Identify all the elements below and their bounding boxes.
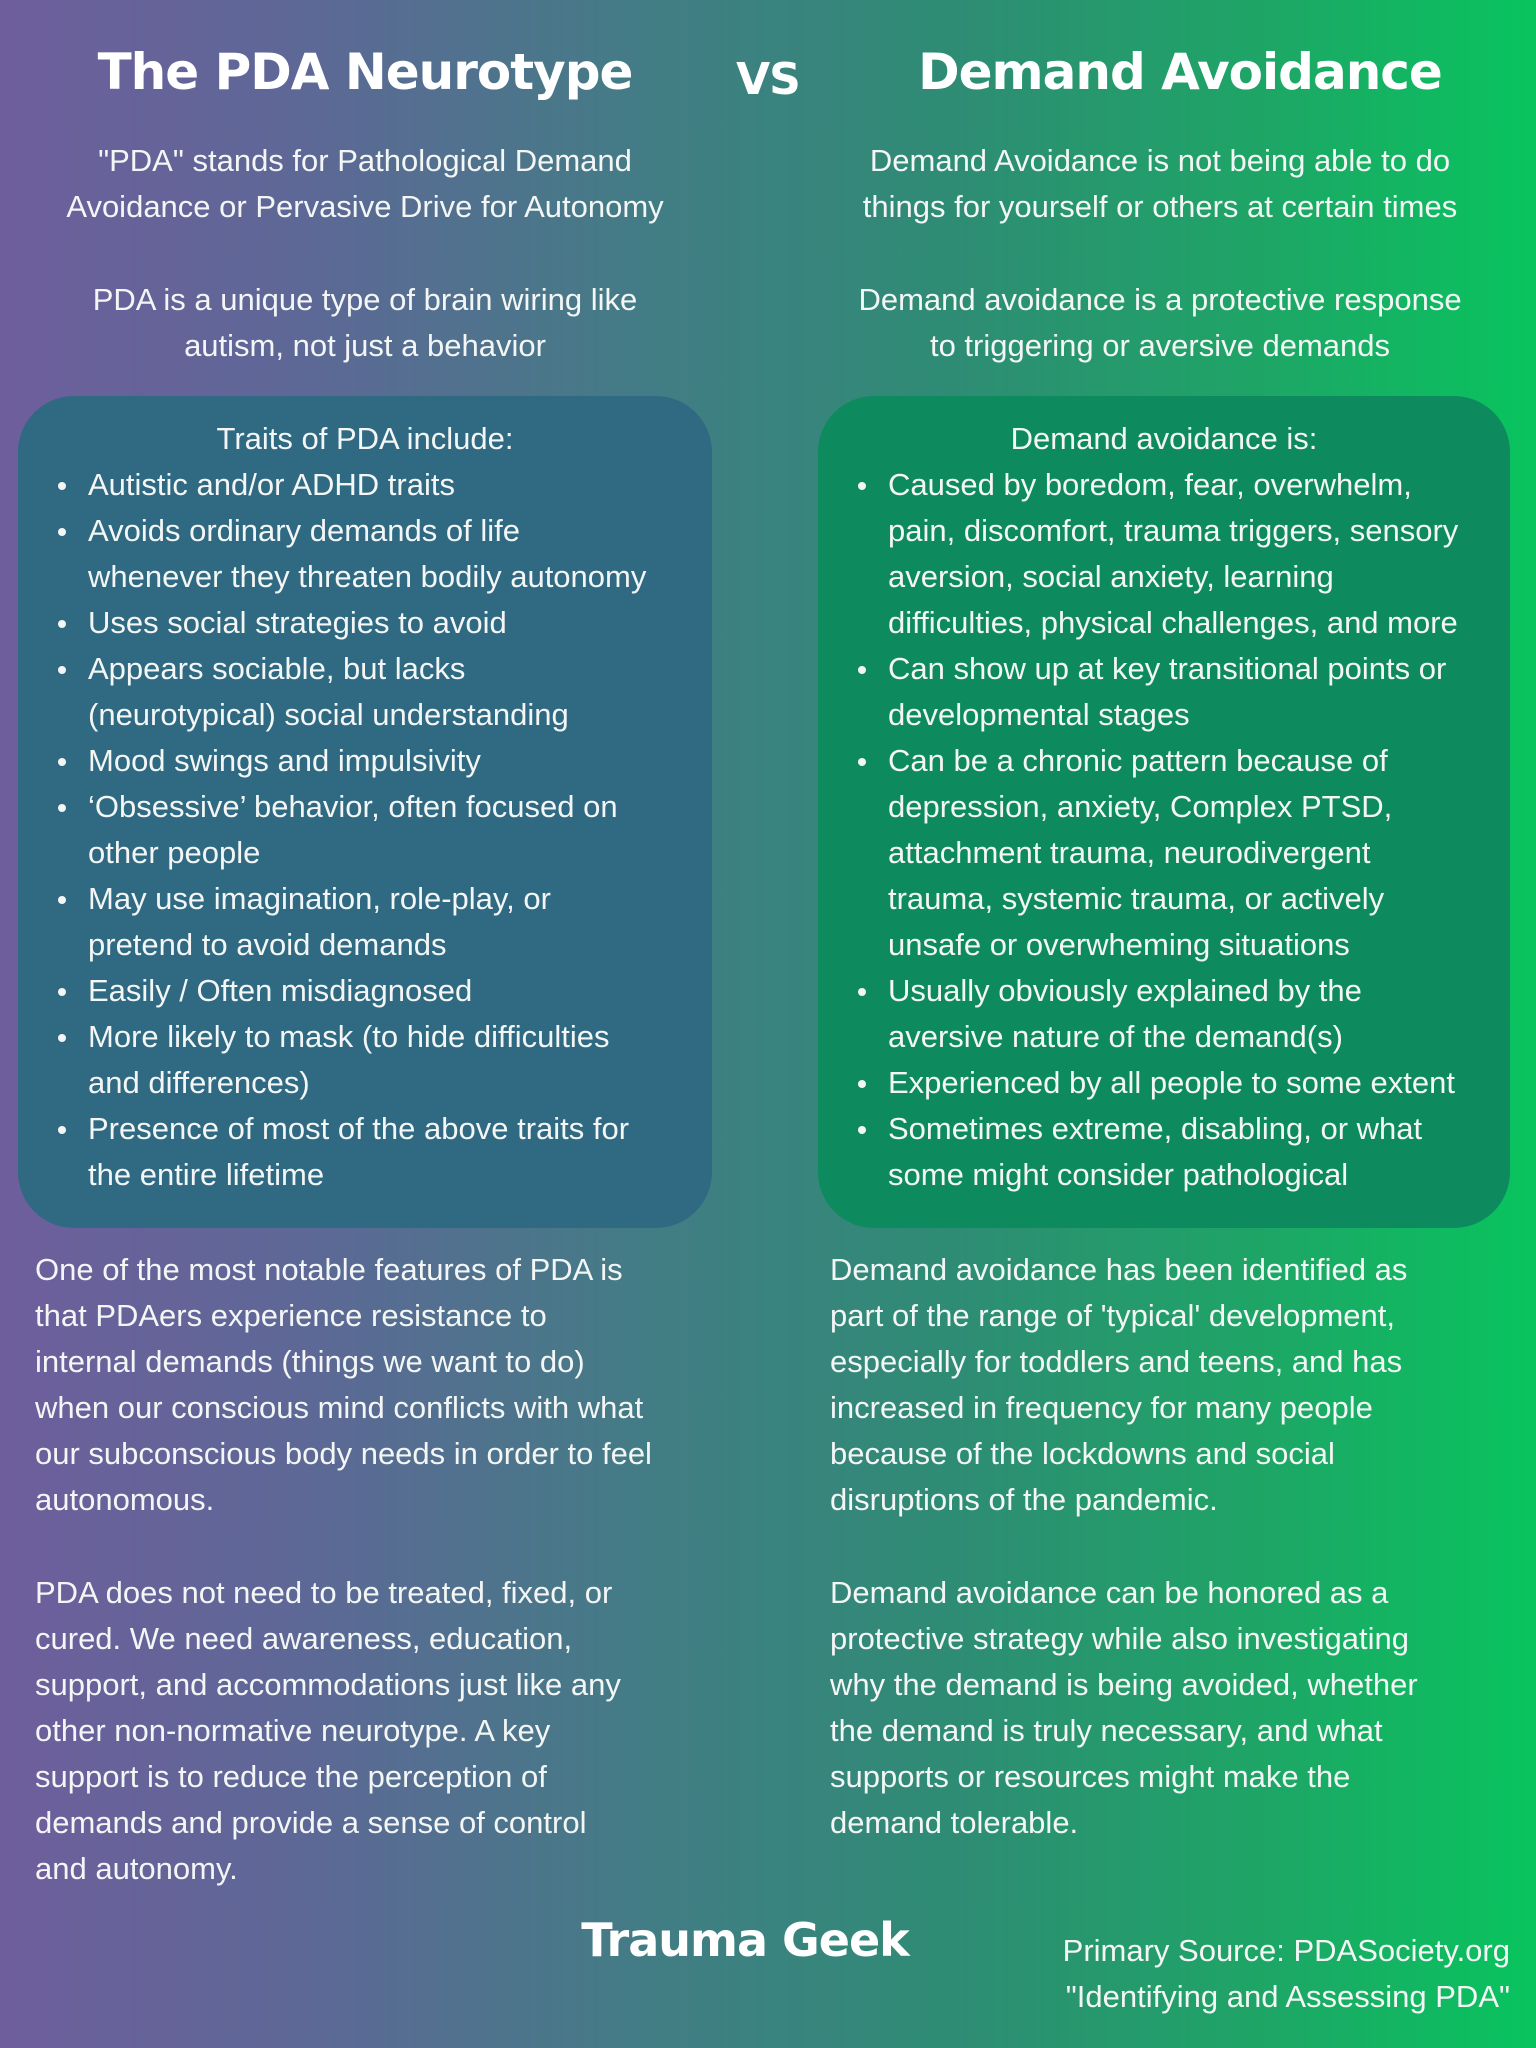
list-item bbox=[40, 462, 690, 508]
text-line: and differences) bbox=[88, 1065, 310, 1100]
text-line: Mood swings and impulsivity bbox=[88, 743, 481, 778]
text-line: Usually obviously explained by the bbox=[888, 973, 1362, 1008]
list-item bbox=[840, 1106, 1488, 1198]
list-item bbox=[40, 968, 690, 1014]
text-line: autism, not just a behavior bbox=[184, 328, 546, 363]
brand-logo-text: Trauma Geek bbox=[581, 1913, 909, 1967]
text-line: Autistic and/or ADHD traits bbox=[88, 467, 455, 502]
text-line: especially for toddlers and teens, and has bbox=[830, 1344, 1403, 1379]
list-item bbox=[840, 646, 1488, 738]
text-line: whenever they threaten bodily autonomy bbox=[88, 559, 647, 594]
list-item bbox=[40, 1014, 690, 1106]
list-item bbox=[40, 784, 690, 876]
text-line: One of the most notable features of PDA is bbox=[35, 1252, 623, 1287]
text-line: PDA does not need to be treated, fixed, or bbox=[35, 1575, 613, 1610]
text-line: Demand avoidance has been identified as bbox=[830, 1252, 1408, 1287]
list-item bbox=[40, 600, 690, 646]
text-line: difficulties, physical challenges, and more bbox=[888, 605, 1458, 640]
left-title: The PDA Neurotype bbox=[97, 43, 633, 101]
text-line: pretend to avoid demands bbox=[88, 927, 447, 962]
left-intro-definition bbox=[20, 138, 710, 230]
text-line: some might consider pathological bbox=[888, 1157, 1349, 1192]
text-line: attachment trauma, neurodivergent bbox=[888, 835, 1371, 870]
text-line: depression, anxiety, Complex PTSD, bbox=[888, 789, 1393, 824]
text-line: why the demand is being avoided, whether bbox=[830, 1667, 1418, 1702]
text-line: Easily / Often misdiagnosed bbox=[88, 973, 473, 1008]
text-line: the entire lifetime bbox=[88, 1157, 325, 1192]
list-item bbox=[40, 876, 690, 968]
text-line: Presence of most of the above traits for bbox=[88, 1111, 630, 1146]
text-line: Caused by boredom, fear, overwhelm, bbox=[888, 467, 1412, 502]
text-line: "PDA" stands for Pathological Demand bbox=[98, 143, 632, 178]
text-line: Avoidance or Pervasive Drive for Autonomy bbox=[66, 189, 664, 224]
source-title: "Identifying and Assessing PDA" bbox=[1065, 1979, 1510, 2014]
text-line: Experienced by all people to some extent bbox=[888, 1065, 1455, 1100]
text-line: when our conscious mind conflicts with what bbox=[35, 1390, 644, 1425]
text-line: Can show up at key transitional points or bbox=[888, 651, 1447, 686]
text-line: Avoids ordinary demands of life bbox=[88, 513, 520, 548]
text-line: other non-normative neurotype. A key bbox=[35, 1713, 551, 1748]
text-line: autonomous. bbox=[35, 1482, 215, 1517]
demand-avoidance-honored-paragraph bbox=[830, 1570, 1418, 1846]
vs-label: VS bbox=[736, 54, 800, 105]
text-line: Demand avoidance can be honored as a bbox=[830, 1575, 1389, 1610]
text-line: pain, discomfort, trauma triggers, sensory bbox=[888, 513, 1459, 548]
demand-avoidance-development-paragraph bbox=[830, 1247, 1407, 1523]
text-line: because of the lockdowns and social bbox=[830, 1436, 1335, 1471]
text-line: unsafe or overwheming situations bbox=[888, 927, 1350, 962]
text-line: demands and provide a sense of control bbox=[35, 1805, 587, 1840]
text-line: the demand is truly necessary, and what bbox=[830, 1713, 1383, 1748]
right-intro-protective bbox=[810, 277, 1510, 369]
list-item bbox=[40, 508, 690, 600]
text-line: protective strategy while also investigating bbox=[830, 1621, 1409, 1656]
text-line: Demand avoidance is a protective response bbox=[858, 282, 1462, 317]
left-intro-wiring bbox=[20, 277, 710, 369]
text-line: (neurotypical) social understanding bbox=[88, 697, 569, 732]
text-line: ‘Obsessive’ behavior, often focused on bbox=[88, 789, 618, 824]
list-item bbox=[840, 738, 1488, 968]
text-line: Demand Avoidance is not being able to do bbox=[869, 143, 1451, 178]
demand-avoidance-list bbox=[840, 462, 1488, 1198]
text-line: our subconscious body needs in order to feel bbox=[35, 1436, 652, 1471]
primary-source: Primary Source: PDASociety.org bbox=[1062, 1933, 1510, 1968]
text-line: May use imagination, role-play, or bbox=[88, 881, 551, 916]
text-line: to triggering or aversive demands bbox=[929, 328, 1391, 363]
right-title: Demand Avoidance bbox=[918, 43, 1442, 101]
right-intro-definition bbox=[810, 138, 1510, 230]
text-line: internal demands (things we want to do) bbox=[35, 1344, 585, 1379]
text-line: increased in frequency for many people bbox=[830, 1390, 1373, 1425]
list-item bbox=[40, 1106, 690, 1198]
text-line: support is to reduce the perception of bbox=[35, 1759, 547, 1794]
list-item bbox=[40, 738, 690, 784]
text-line: aversive nature of the demand(s) bbox=[888, 1019, 1343, 1054]
text-line: support, and accommodations just like any bbox=[35, 1667, 621, 1702]
text-line: aversion, social anxiety, learning bbox=[888, 559, 1334, 594]
text-line: supports or resources might make the bbox=[830, 1759, 1351, 1794]
text-line: Uses social strategies to avoid bbox=[88, 605, 507, 640]
text-line: More likely to mask (to hide difficulties bbox=[88, 1019, 610, 1054]
text-line: PDA is a unique type of brain wiring like bbox=[92, 282, 638, 317]
text-line: trauma, systemic trauma, or actively bbox=[888, 881, 1385, 916]
text-line: Sometimes extreme, disabling, or what bbox=[888, 1111, 1423, 1146]
pda-internal-demands-paragraph bbox=[35, 1247, 652, 1523]
text-line: Can be a chronic pattern because of bbox=[888, 743, 1388, 778]
list-item bbox=[40, 646, 690, 738]
pda-support-paragraph bbox=[35, 1570, 621, 1892]
text-line: developmental stages bbox=[888, 697, 1190, 732]
demand-avoidance-heading: Demand avoidance is: bbox=[1010, 421, 1318, 456]
demand-avoidance-box bbox=[818, 396, 1510, 1228]
text-line: and autonomy. bbox=[35, 1851, 238, 1886]
list-item bbox=[840, 968, 1488, 1060]
list-item bbox=[840, 462, 1488, 646]
pda-traits-heading: Traits of PDA include: bbox=[216, 421, 514, 456]
list-item bbox=[840, 1060, 1488, 1106]
text-line: other people bbox=[88, 835, 261, 870]
text-line: things for yourself or others at certain times bbox=[862, 189, 1458, 224]
pda-traits-list bbox=[40, 462, 690, 1198]
text-line: Appears sociable, but lacks bbox=[88, 651, 466, 686]
text-line: that PDAers experience resistance to bbox=[35, 1298, 547, 1333]
text-line: demand tolerable. bbox=[830, 1805, 1079, 1840]
pda-traits-box bbox=[18, 396, 712, 1228]
text-line: cured. We need awareness, education, bbox=[35, 1621, 573, 1656]
text-line: disruptions of the pandemic. bbox=[830, 1482, 1218, 1517]
text-line: part of the range of 'typical' development, bbox=[830, 1298, 1396, 1333]
